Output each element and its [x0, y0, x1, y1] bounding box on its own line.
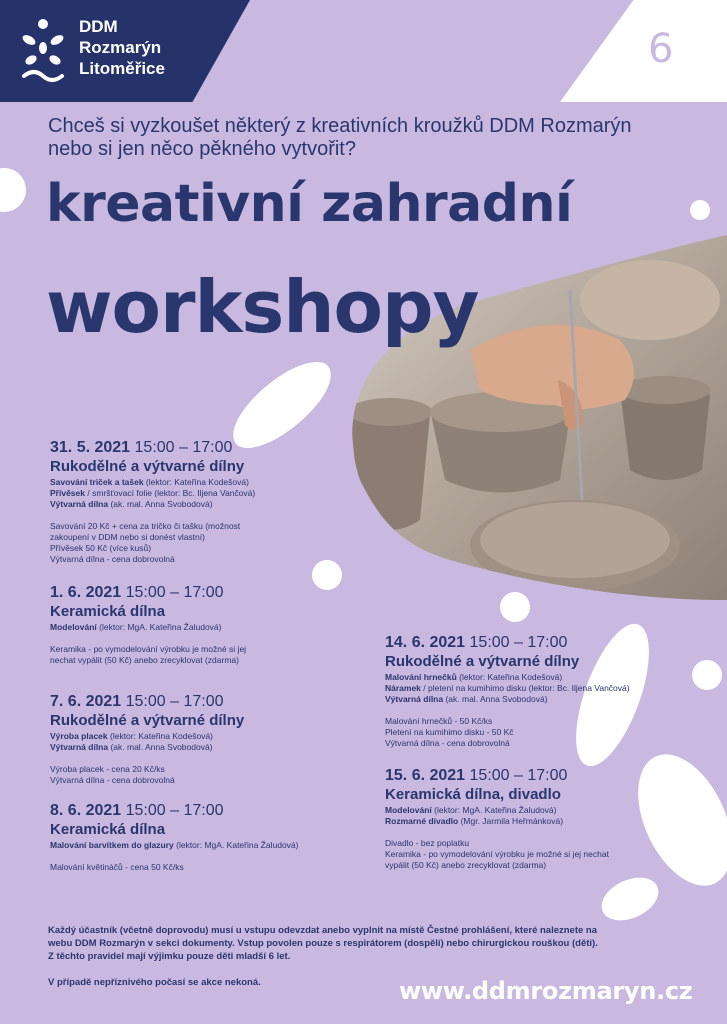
- intro-line-1: Chceš si vyzkoušet některý z kreativních kroužků DDM Rozmarýn: [48, 115, 632, 137]
- event-detail: Savování triček a tašek (lektor: Kateřina Kodešová): [50, 477, 249, 487]
- event-name: Keramická dílna: [50, 821, 166, 838]
- event-name: Rukodělné a výtvarné dílny: [385, 653, 580, 670]
- event-note: Keramika - po vymodelování výrobku je možné si jej: [50, 644, 247, 654]
- event-date: 7. 6. 2021: [50, 693, 122, 710]
- event-note: Keramika - po vymodelování výrobku je možné si jej nechat: [385, 849, 609, 859]
- logo-line-2: Rozmarýn: [79, 38, 162, 57]
- covid-notice: [48, 924, 688, 963]
- event-block: [50, 692, 340, 786]
- event-date-time: [385, 633, 695, 653]
- event-block: [385, 766, 675, 871]
- event-date: 14. 6. 2021: [385, 634, 466, 651]
- page-title-line-1: kreativní zahradní: [46, 174, 573, 234]
- logo-line-1: DDM: [79, 17, 118, 36]
- event-detail: Výtvarná dílna (ak. mal. Anna Svobodová): [385, 694, 548, 704]
- event-note: Savování 20 Kč + cena za tričko či tašku (možnost: [50, 521, 241, 531]
- event-note: vypálit (50 Kč) anebo zrecyklovat (zdarma): [385, 860, 547, 870]
- event-time: 15:00 – 17:00: [125, 693, 224, 710]
- event-name: Keramická dílna, divadlo: [385, 786, 561, 803]
- intro-text: [48, 115, 688, 161]
- event-detail: Malování hrnečků (lektor: Kateřina Kodešová): [385, 672, 563, 682]
- event-time: 15:00 – 17:00: [469, 634, 568, 651]
- event-detail: Malování barvítkem do glazury (lektor: MgA. Kateřina Žaludová): [50, 840, 299, 850]
- notice-line-1: Každý účastník (včetně doprovodu) musí u vstupu odevzdat anebo vyplnit na místě Čestné prohlášení, které naleznete na: [48, 925, 598, 936]
- event-time: 15:00 – 17:00: [125, 802, 224, 819]
- event-detail: Modelování (lektor: MgA. Kateřina Žaludová): [50, 622, 222, 632]
- decor-leaf: [595, 869, 665, 929]
- logo-text: [79, 16, 165, 79]
- weather-notice: V případě nepříznivého počasí se akce nekoná.: [48, 977, 261, 988]
- event-note: Divadlo - bez poplatku: [385, 838, 470, 848]
- event-block: [50, 801, 370, 873]
- decor-dot: [692, 660, 722, 690]
- event-date: 15. 6. 2021: [385, 767, 466, 784]
- event-detail: Výtvarná dílna (ak. mal. Anna Svobodová): [50, 742, 213, 752]
- decor-dot: [0, 168, 26, 212]
- event-time: 15:00 – 17:00: [125, 584, 224, 601]
- page-number: 6: [648, 26, 674, 72]
- event-detail: Rozmarné divadlo (Mgr. Jarmila Heřmánková): [385, 816, 564, 826]
- notice-line-2: webu DDM Rozmarýn v sekci dokumenty. Vstup povolen pouze s respirátorem (dospělí) nebo chirurgickou rouškou (děti).: [48, 938, 598, 949]
- website-link[interactable]: www.ddmrozmaryn.cz: [399, 977, 693, 1005]
- event-date-time: [50, 438, 340, 458]
- decor-dot: [690, 200, 710, 220]
- event-name: Rukodělné a výtvarné dílny: [50, 458, 245, 475]
- event-note: Přívěsek 50 Kč (více kusů): [50, 543, 152, 553]
- event-block: [50, 583, 340, 666]
- event-name: Rukodělné a výtvarné dílny: [50, 712, 245, 729]
- intro-line-2: nebo si jen něco pěkného vytvořit?: [48, 138, 356, 160]
- event-time: 15:00 – 17:00: [469, 767, 568, 784]
- event-note: Výtvarná dílna - cena dobrovolná: [50, 554, 175, 564]
- event-date-time: [50, 583, 340, 603]
- page-title-line-2: workshopy: [46, 265, 479, 349]
- event-detail: Výroba placek (lektor: Kateřina Kodešová): [50, 731, 213, 741]
- event-note: Výtvarná dílna - cena dobrovolná: [50, 775, 175, 785]
- event-detail: Výtvarná dílna (ak. mal. Anna Svobodová): [50, 499, 213, 509]
- event-time: 15:00 – 17:00: [134, 439, 233, 456]
- logo-line-3: Litoměřice: [79, 59, 165, 78]
- event-note: nechat vypálit (50 Kč) anebo zrecyklovat (zdarma): [50, 655, 239, 665]
- event-note: Malování hrnečků - 50 Kč/ks: [385, 716, 493, 726]
- event-date: 1. 6. 2021: [50, 584, 122, 601]
- event-note: Výtvarná dílna - cena dobrovolná: [385, 738, 510, 748]
- event-detail: Přívěsek / smršťovací folie (lektor: Bc. Iljena Vančová): [50, 488, 256, 498]
- event-note: Výroba placek - cena 20 Kč/ks: [50, 764, 165, 774]
- notice-line-3: Z těchto pravidel mají výjimku pouze děti mladší 6 let.: [48, 951, 291, 962]
- event-note: zakoupení v DDM nebo si donést vlastní): [50, 532, 205, 542]
- event-date-time: [50, 801, 370, 821]
- event-date-time: [50, 692, 340, 712]
- event-block: [385, 633, 695, 749]
- event-note: Pletení na kumihimo disku - 50 Kč: [385, 727, 514, 737]
- event-name: Keramická dílna: [50, 603, 166, 620]
- event-detail: Modelování (lektor: MgA. Kateřina Žaludová): [385, 805, 557, 815]
- event-block: [50, 438, 340, 565]
- event-date: 31. 5. 2021: [50, 439, 131, 456]
- event-date: 8. 6. 2021: [50, 802, 122, 819]
- event-note: Malování květináčů - cena 50 Kč/ks: [50, 862, 184, 872]
- event-detail: Náramek / pletení na kumihimo disku (lektor: Bc. Iljena Vančová): [385, 683, 630, 693]
- rozmaryn-logo-icon: [20, 16, 66, 86]
- event-date-time: [385, 766, 675, 786]
- page-number-corner: [560, 0, 727, 102]
